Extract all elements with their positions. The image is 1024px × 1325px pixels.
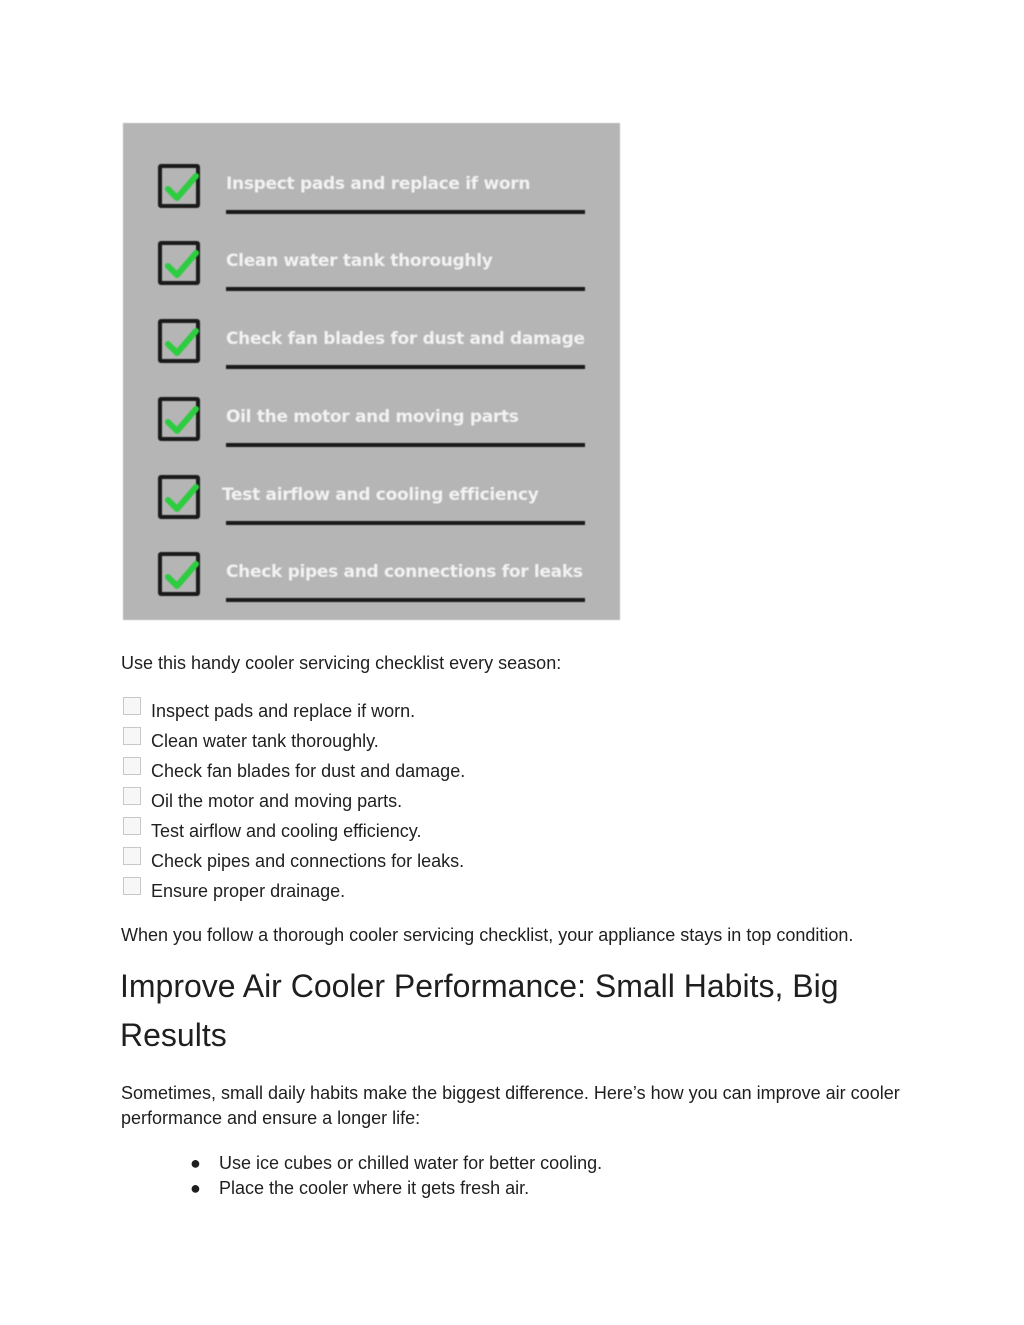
checklist-image	[123, 123, 620, 620]
underline	[226, 443, 585, 447]
checkbox-checked-icon	[158, 552, 200, 596]
image-checklist-row	[123, 397, 620, 457]
bullet-icon: ●	[190, 1178, 201, 1198]
checkbox-checked-icon	[158, 397, 200, 441]
checkbox[interactable]	[123, 697, 141, 715]
checkbox-checked-icon	[158, 241, 200, 285]
underline	[226, 521, 585, 525]
intro-text: Use this handy cooler servicing checklist every season:	[121, 653, 562, 673]
image-checklist-row	[123, 164, 620, 224]
checkbox-checked-icon	[158, 475, 200, 519]
follow-up-text: When you follow a thorough cooler servicing checklist, your appliance stays in top condition.	[121, 925, 854, 945]
body-paragraph: Sometimes, small daily habits make the biggest difference. Here’s how you can improve air cooler performance and ensure a longer life:	[121, 1083, 900, 1128]
image-checklist-row	[123, 319, 620, 379]
checkbox[interactable]	[123, 877, 141, 895]
checklist-item-label: Clean water tank thoroughly.	[151, 731, 379, 751]
image-item-text: Test airflow and cooling efficiency	[222, 485, 539, 505]
checklist-item-label: Inspect pads and replace if worn.	[151, 701, 416, 721]
image-item-text: Clean water tank thoroughly	[226, 251, 493, 271]
checkbox[interactable]	[123, 757, 141, 775]
bullet-text: Place the cooler where it gets fresh air.	[219, 1178, 530, 1198]
underline	[226, 598, 585, 602]
image-checklist-row	[123, 475, 620, 535]
checklist-item-label: Test airflow and cooling efficiency.	[151, 821, 422, 841]
image-checklist-row	[123, 241, 620, 301]
checklist-item-label: Ensure proper drainage.	[151, 881, 346, 901]
checkbox-checked-icon	[158, 164, 200, 208]
checkbox[interactable]	[123, 727, 141, 745]
section-heading: Improve Air Cooler Performance: Small Habits, Big Results	[120, 968, 839, 1053]
underline	[226, 210, 585, 214]
underline	[226, 365, 585, 369]
checkbox[interactable]	[123, 847, 141, 865]
checklist-item-label: Check pipes and connections for leaks.	[151, 851, 465, 871]
checklist-item-label: Oil the motor and moving parts.	[151, 791, 403, 811]
image-checklist-row	[123, 552, 620, 612]
checkbox[interactable]	[123, 787, 141, 805]
checkbox-checked-icon	[158, 319, 200, 363]
image-item-text: Inspect pads and replace if worn	[226, 174, 531, 194]
bullet-text: Use ice cubes or chilled water for better cooling.	[219, 1153, 603, 1173]
checkbox[interactable]	[123, 817, 141, 835]
checklist-item-label: Check fan blades for dust and damage.	[151, 761, 466, 781]
image-item-text: Check pipes and connections for leaks	[226, 562, 583, 582]
image-item-text: Oil the motor and moving parts	[226, 407, 519, 427]
underline	[226, 287, 585, 291]
image-item-text: Check fan blades for dust and damage	[226, 329, 585, 349]
bullet-icon: ●	[190, 1153, 201, 1173]
